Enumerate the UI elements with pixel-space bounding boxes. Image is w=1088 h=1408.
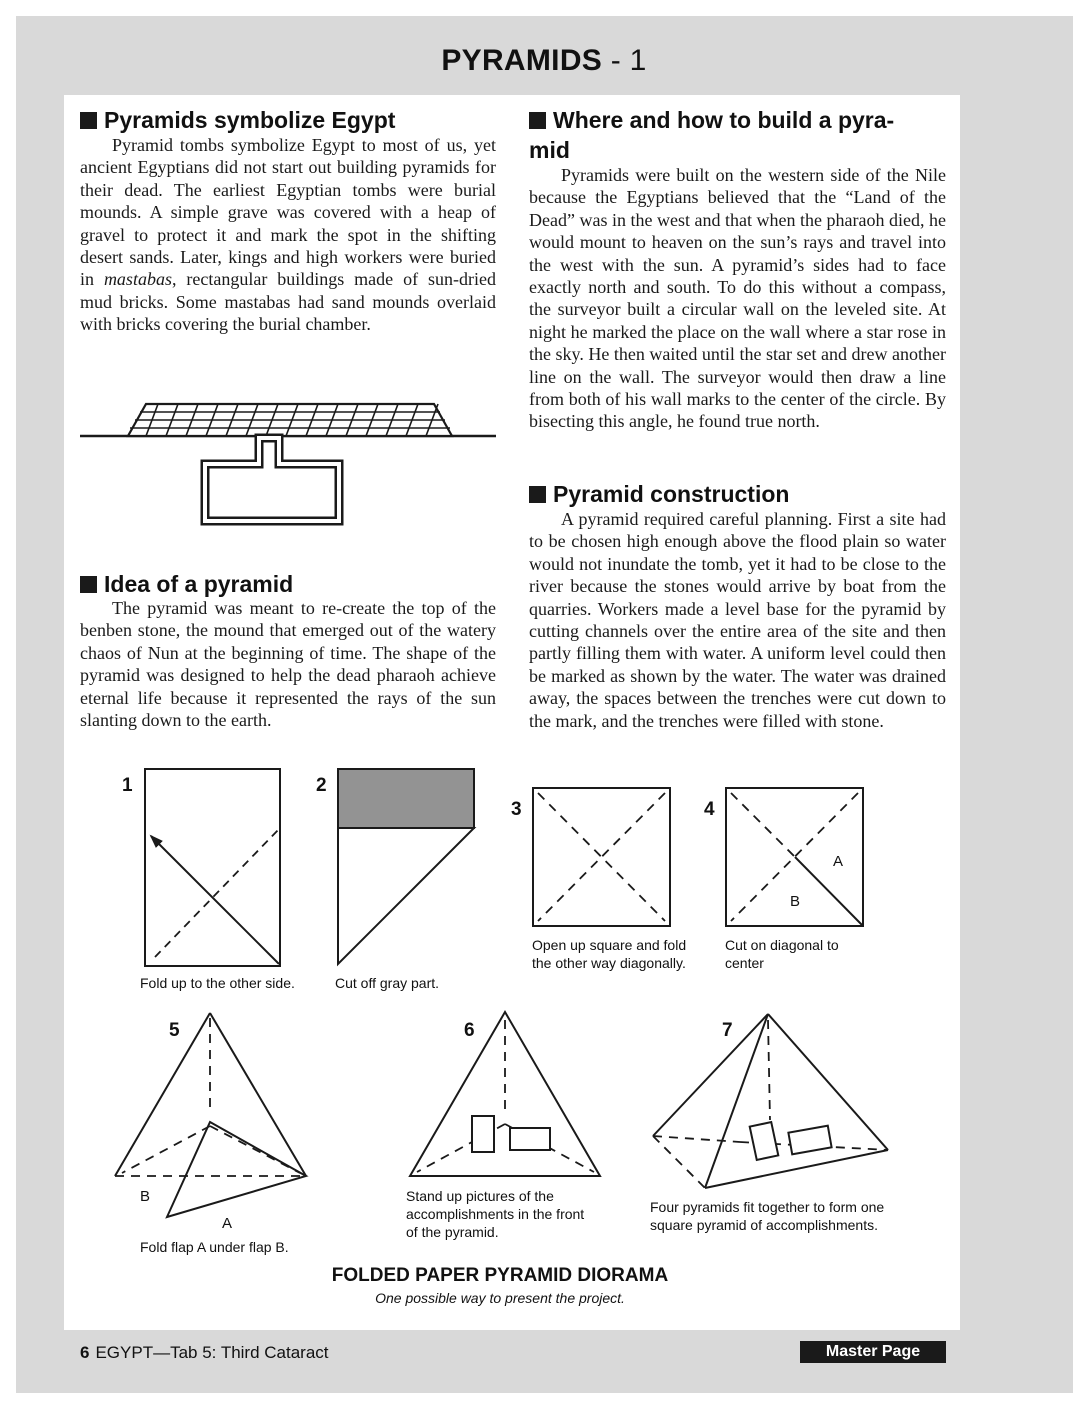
label-a: A: [222, 1215, 233, 1232]
step-7-figure: [653, 1014, 888, 1188]
step-3-figure: [533, 788, 670, 926]
footer-page-info: [80, 1343, 329, 1363]
step-number: 4: [704, 799, 715, 820]
diagram-subtitle: One possible way to present the project.: [375, 1290, 625, 1306]
mastaba-illustration: [80, 404, 496, 521]
step-1-figure: [145, 769, 280, 966]
paragraph-where: Pyramids were built on the western side of the Nile because the Egyptians believed that the “Land of the Dead” was in the west and that when the pharaoh died, he would mount to heaven on the sun’s rays and travel into the west with the sun. A pyramid’s sides had to face exactly north and south. To do this without a compass, the surveyor built a circular wall on the leveled site. At night he marked the place on the wall where a star rose in the sky. He then waited until the star set and drew another line on the wall. The surveyor would then draw a line from both of his wall marks to the center of the circle. By bisecting this angle, he found true north.: [529, 165, 946, 432]
heading-symbolize: Pyramids symbolize Egypt: [80, 105, 395, 135]
master-page-badge: Master Page: [800, 1341, 946, 1363]
caption-step-2: Cut off gray part.: [335, 975, 440, 991]
paragraph-symbolize: Pyramid tombs symbolize Egypt to most of us, yet ancient Egyptians did not start out building pyramids for their dead. The earliest Egyptian tombs were burial mounds. A simple grave was covered with a heap of gravel to protect it and mark the spot in the shifting desert sands. Later, kings and high workers were buried in mastabas, rectangular buildings made of sun-dried mud bricks. Some mastabas had sand mounds overlaid with bricks covering the burial chamber.: [80, 135, 496, 335]
caption-step-3: Open up square and fold the other way diagonally.: [532, 937, 687, 971]
footer-section: EGYPT—Tab 5: Third Cataract: [95, 1343, 329, 1362]
caption-step-7: Four pyramids fit together to form one square pyramid of accomplishments.: [650, 1199, 885, 1233]
brick-mound: [128, 404, 452, 436]
page-number: 6: [80, 1343, 90, 1362]
label-b: B: [140, 1188, 151, 1205]
step-6-figure: [410, 1012, 600, 1176]
step-number: 6: [464, 1020, 475, 1041]
diagram-title: FOLDED PAPER PYRAMID DIORAMA: [331, 1265, 669, 1286]
step-number: 3: [511, 799, 522, 820]
label-b: B: [790, 893, 801, 910]
caption-step-4: Cut on diagonal to center: [725, 937, 839, 971]
caption-step-6: Stand up pictures of the accomplishments in the front of the pyramid.: [406, 1188, 585, 1240]
step-5-figure: [115, 1013, 306, 1217]
step-2-figure: [338, 769, 474, 964]
caption-step-5: Fold flap A under flap B.: [140, 1239, 289, 1255]
heading-idea: Idea of a pyramid: [80, 569, 293, 599]
label-a: A: [833, 853, 844, 870]
paragraph-construction: A pyramid required careful planning. First a site had to be chosen high enough above the flood plain so water would not inundate the tomb, yet it had to be close to the river because the stones would arrive by boat from the quarries. Workers made a level base for the pyramid by cutting channels over the entire area of the site and then partly filling them with water. A uniform level could then be marked as shown by the water. The water was drained away, the spaces between the trenches were cut down to the mark, and the trenches were filled with stone.: [529, 509, 946, 731]
page-title: PYRAMIDS - 1: [441, 44, 647, 77]
burial-chamber: [205, 438, 339, 521]
step-number: 5: [169, 1020, 180, 1041]
step-number: 1: [122, 775, 133, 796]
paragraph-idea: The pyramid was meant to re-create the top of the benben stone, the mound that emerged out of the watery chaos of Nun at the beginning of time. The shape of the pyramid was designed to help the dead pharaoh achieve eternal life because it represented the rays of the sun slanting down to the earth.: [80, 598, 496, 731]
heading-construction: Pyramid construction: [529, 479, 789, 509]
step-number: 2: [316, 775, 327, 796]
caption-step-1: Fold up to the other side.: [140, 975, 295, 991]
heading-where: Where and how to build a pyra- mid: [529, 107, 895, 163]
step-number: 7: [722, 1020, 733, 1041]
